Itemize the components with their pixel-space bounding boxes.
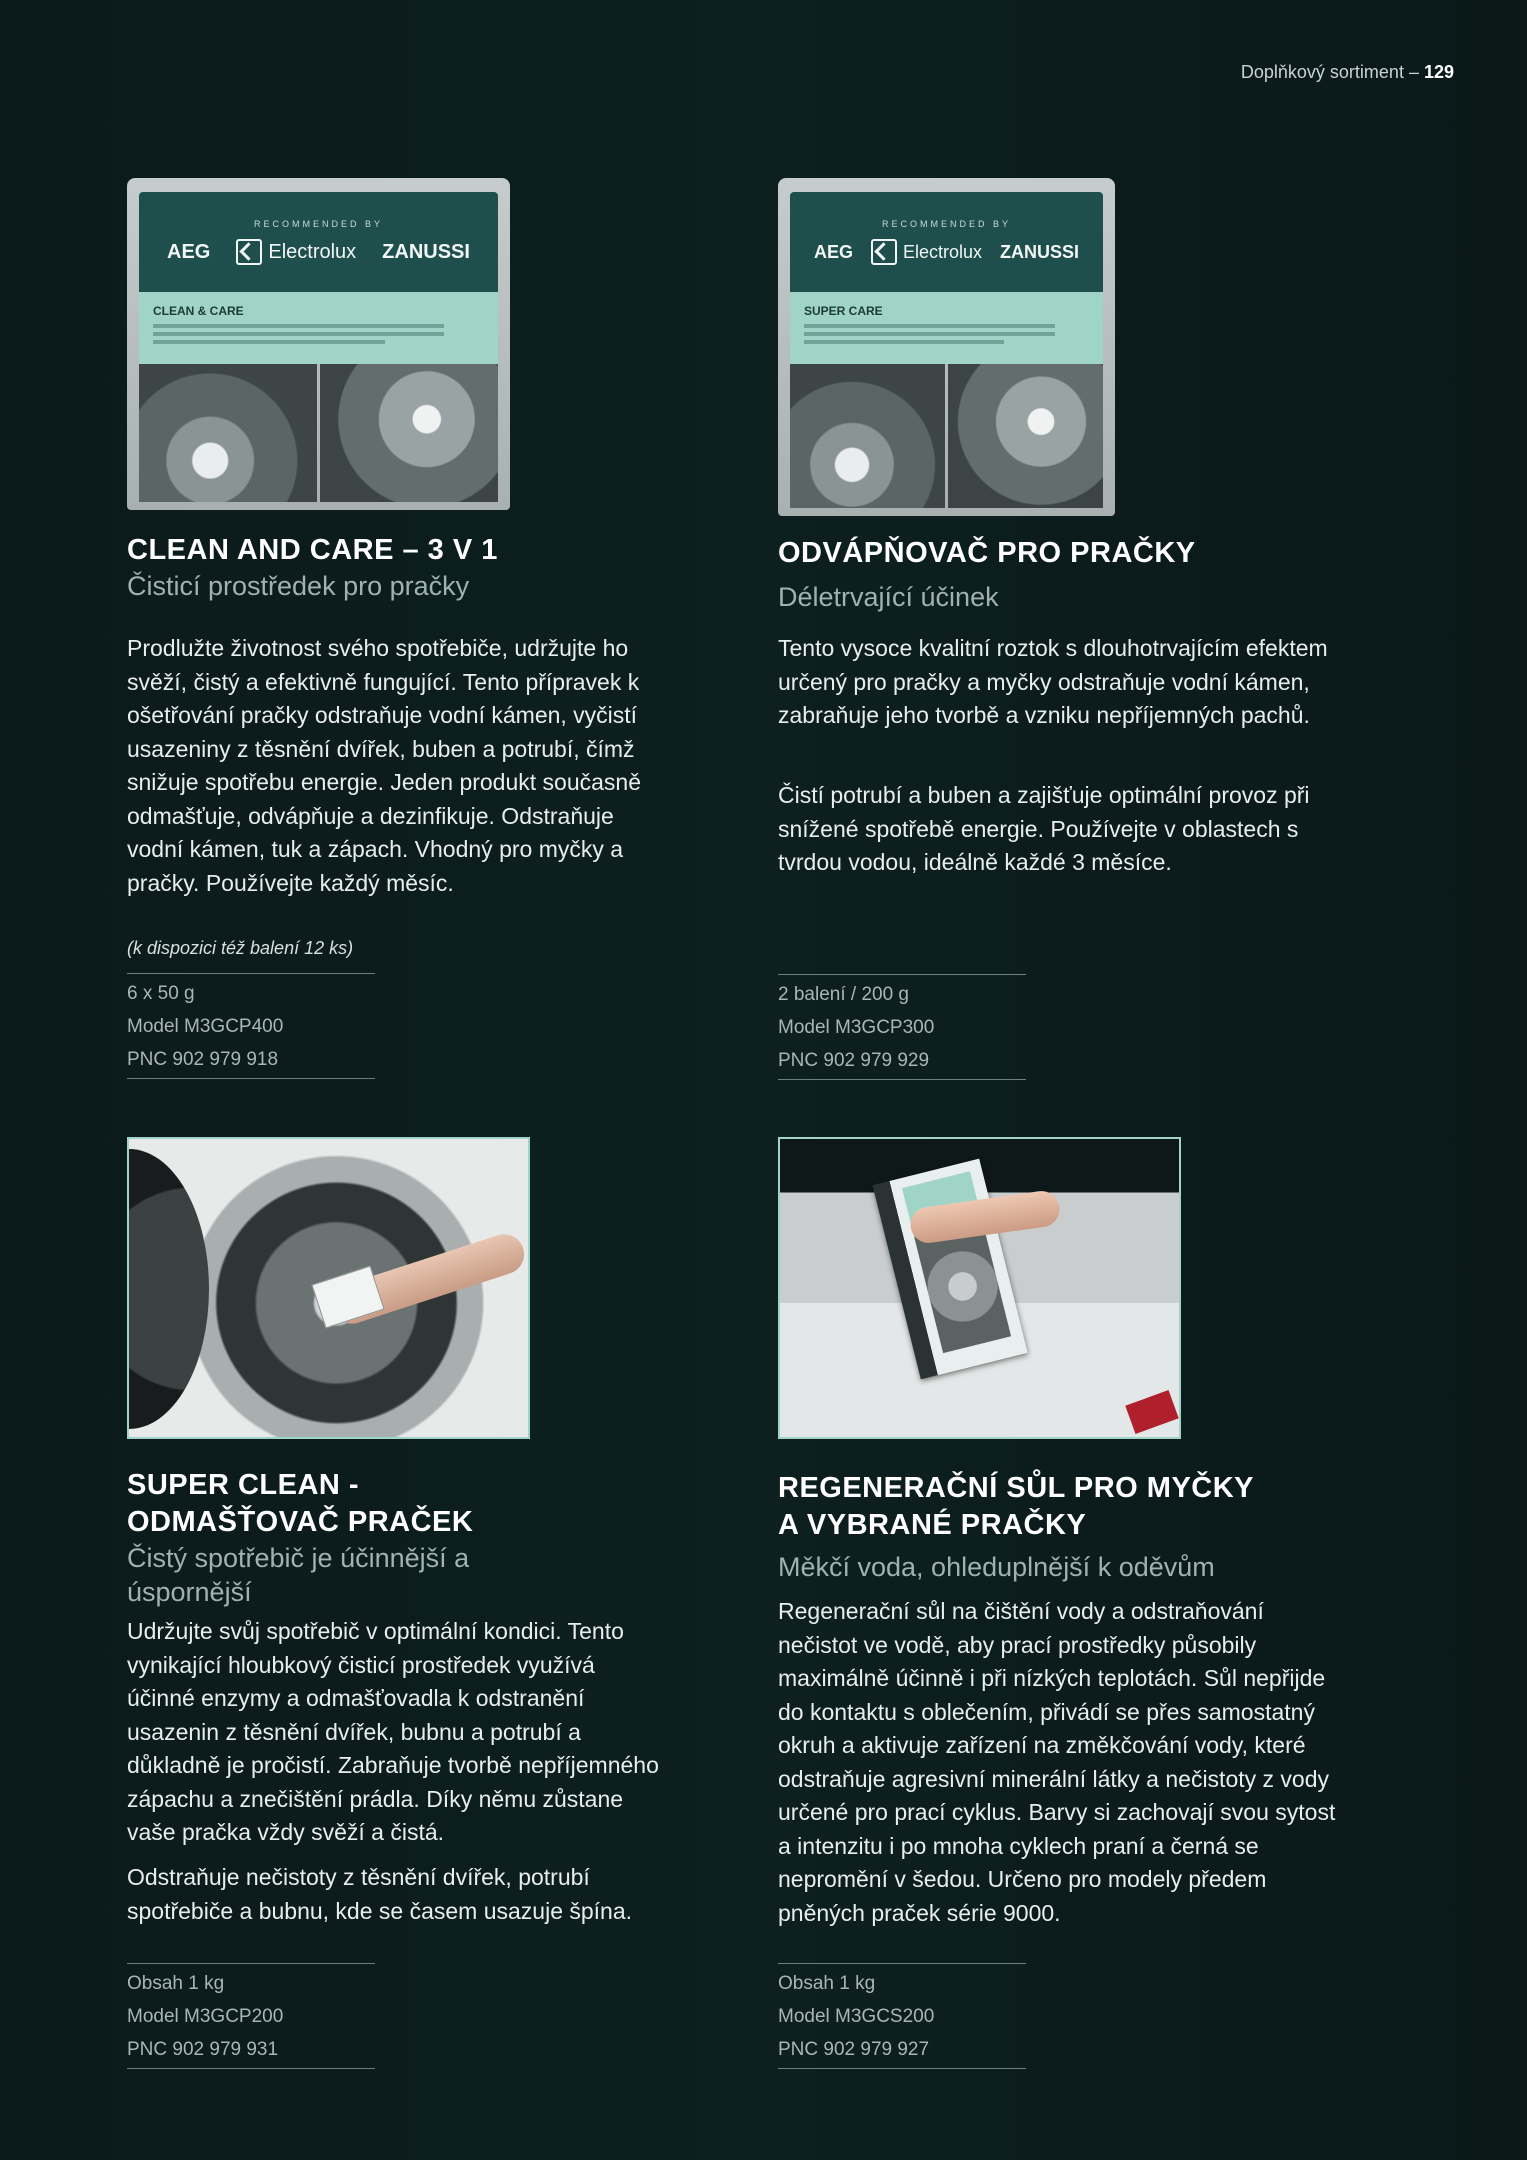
product-clean-and-care — [127, 178, 667, 1070]
product-subtitle: Déletrvající účinek — [778, 582, 999, 612]
product-specs — [778, 1963, 1026, 2069]
product-specs — [127, 1963, 375, 2069]
dishwasher-photo — [790, 364, 945, 508]
spec-content: 6 x 50 g — [127, 983, 195, 1004]
product-description: Udržujte svůj spotřebič v optimální kondici. Tento vynikající hloubkový čisticí prostředek využívá účinné enzymy a odmašťovadla k odstranění usazenin z těsnění dvířek, bubnu a potrubí a důkladně je pročistí. Zabraňuje tvorbě nepříjemného zápachu a znečištění prádla. Díky němu zůstane vaše pračka vždy svěží a čistá. — [127, 1618, 659, 1845]
spec-pnc: PNC 902 979 927 — [778, 2039, 930, 2060]
spec-model: Model M3GCP400 — [127, 1016, 284, 1037]
product-title: CLEAN AND CARE – 3 V 1 — [127, 534, 498, 566]
product-super-clean — [127, 1137, 667, 2060]
washer-drum-photo — [948, 364, 1103, 508]
brand-electrolux-logo: Electrolux — [902, 241, 983, 262]
spec-pnc: PNC 902 979 918 — [127, 1049, 279, 1070]
washer-drum-photo — [320, 364, 498, 502]
package-label: SUPER CARE — [804, 304, 883, 318]
spec-pnc: PNC 902 979 931 — [127, 2039, 279, 2060]
product-note: (k dispozici též balení 12 ks) — [127, 938, 354, 958]
spec-pnc: PNC 902 979 929 — [778, 1050, 930, 1071]
brand-zanussi-logo: ZANUSSI — [382, 240, 470, 263]
product-title: REGENERAČNÍ SŮL PRO MYČKY A VYBRANÉ PRAČKY — [778, 1472, 1254, 1541]
product-description-2: Čistí potrubí a buben a zajišťuje optimální provoz při snížené spotřebě energie. Používejte v oblastech s tvrdou vodou, ideálně každé 3 měsíce. — [778, 782, 1310, 875]
cleaner-sachet-photo — [311, 1266, 384, 1329]
package-label: CLEAN & CARE — [153, 304, 244, 318]
electrolux-logo-icon — [871, 239, 897, 265]
brand-aeg-logo: AEG — [167, 240, 211, 263]
page-header — [1241, 62, 1454, 83]
product-subtitle: Měkčí voda, ohleduplnější k oděvům — [778, 1552, 1215, 1582]
product-title: SUPER CLEAN - ODMAŠŤOVAČ PRAČEK — [127, 1469, 474, 1538]
package-recommended-text: RECOMMENDED BY — [881, 219, 1011, 229]
product-description: Tento vysoce kvalitní roztok s dlouhotrvajícím efektem určený pro pračky a myčky odstraňuje vodní kámen, zabraňuje jeho tvorbě a vzniku nepříjemných pachů. — [778, 635, 1328, 728]
brand-electrolux-logo: Electrolux — [268, 240, 357, 263]
package-recommended-text: RECOMMENDED BY — [253, 219, 383, 229]
spec-model: Model M3GCP300 — [778, 1017, 935, 1038]
product-package-image — [778, 178, 1115, 516]
product-description-2: Odstraňuje nečistoty z těsnění dvířek, potrubí spotřebiče a bubnu, kde se časem usazuje špína. — [127, 1864, 633, 1924]
product-description: Prodlužte životnost svého spotřebiče, udržujte ho svěží, čistý a efektivně fungující. Tento přípravek k ošetřování pračky odstraňuje vodní kámen, vyčistí usazeniny z těsnění dvířek, buben a potrubí, čímž snižuje spotřebu energie. Jeden produkt současně odmašťuje, odvápňuje a dezinfikuje. Odstraňuje vodní kámen, tuk a zápach. Vhodný pro myčky a pračky. Používejte každý měsíc. — [127, 635, 642, 896]
product-subtitle: Čisticí prostředek pro pračky — [127, 571, 470, 601]
product-subtitle: Čistý spotřebič je účinnější a úspornější — [127, 1543, 470, 1607]
brand-aeg-logo: AEG — [813, 241, 853, 262]
product-package-image — [127, 178, 510, 510]
page-number: 129 — [1423, 62, 1454, 82]
spec-model: Model M3GCP200 — [127, 2006, 284, 2027]
section-name: Doplňkový sortiment – — [1240, 62, 1424, 82]
dishwasher-salt-photo — [778, 1137, 1181, 1439]
spec-content: 2 balení / 200 g — [778, 984, 909, 1005]
salt-box-photo — [872, 1159, 1027, 1380]
spec-content: Obsah 1 kg — [127, 1973, 225, 1994]
product-odvapnovac — [778, 178, 1328, 1071]
brand-zanussi-logo: ZANUSSI — [1000, 241, 1080, 262]
product-specs — [127, 973, 375, 1079]
product-regeneracni-sul — [778, 1137, 1336, 2060]
electrolux-logo-icon — [236, 239, 262, 265]
spec-content: Obsah 1 kg — [778, 1973, 876, 1994]
product-specs — [778, 974, 1026, 1080]
product-title: ODVÁPŇOVAČ PRO PRAČKY — [778, 537, 1196, 569]
dishwasher-photo — [139, 364, 317, 502]
product-description: Regenerační sůl na čištění vody a odstraňování nečistot ve vodě, aby prací prostředky působily maximálně účinně i při nízkých teplotách. Sůl nepřijde do kontaktu s oblečením, přivádí se přes samostatný okruh a aktivuje zařízení na změkčování vody, které odstraňuje agresivní minerální látky a nečistoty z vody určené pro prací cyklus. Barvy si zachovají svou sytost a intenzitu i po mnoha cyklech praní a černá se nepromění v šedou. Určeno pro modely předem pněných praček série 9000. — [778, 1598, 1336, 1926]
washing-machine-photo — [127, 1137, 530, 1439]
spec-model: Model M3GCS200 — [778, 2006, 935, 2027]
